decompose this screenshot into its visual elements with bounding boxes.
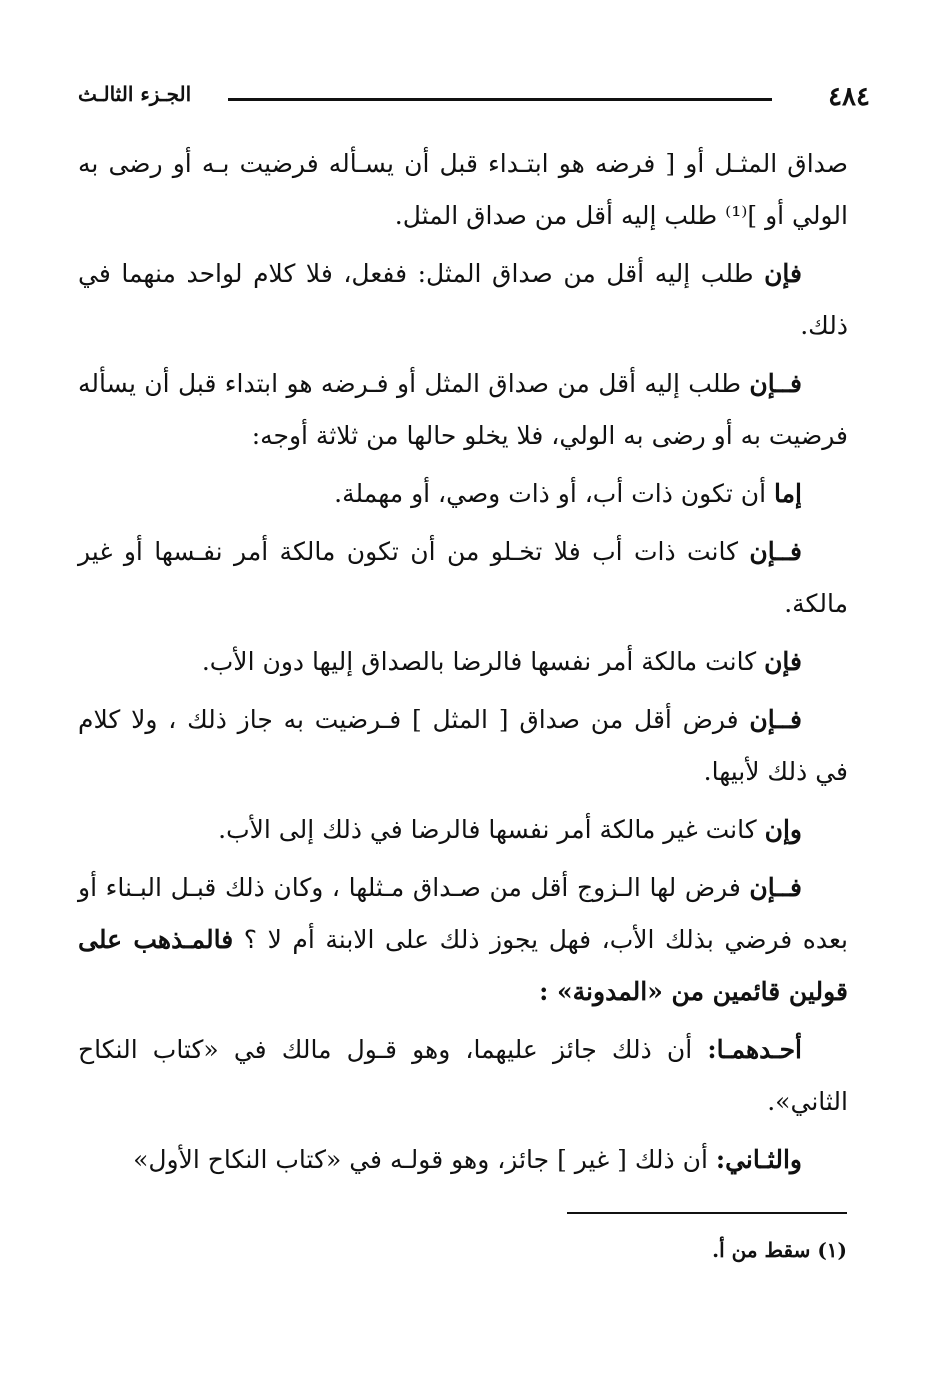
paragraph [78, 468, 848, 520]
paragraph-text: أن ذلك [ غير ] جائز، وهو قولـه في «كتاب النكاح الأول» [133, 1145, 716, 1174]
paragraph-lead: فإن [764, 259, 802, 288]
paragraph [78, 1024, 848, 1128]
paragraph-lead: وإن [764, 815, 802, 844]
header-rule [228, 98, 772, 101]
paragraph-lead: أحـدهمـا: [707, 1035, 802, 1064]
page-header [78, 78, 870, 118]
footnote: (١) سقط من أ. [712, 1238, 847, 1262]
paragraph-text: أن ذلك جائز عليهما، وهو قـول مالك في «كتاب النكاح الثاني». [78, 1035, 848, 1116]
paragraph [78, 636, 848, 688]
body-text [78, 138, 848, 1192]
paragraph-text: كانت ذات أب فلا تخـلو من أن تكون مالكة أمر نفـسها أو غير مالكة. [78, 537, 848, 618]
paragraph-lead: فإن [764, 647, 802, 676]
paragraph-lead: فــإن [749, 369, 802, 398]
paragraph [78, 862, 848, 1018]
footnote-rule [567, 1212, 847, 1214]
paragraph-text: كانت غير مالكة أمر نفسها فالرضا في ذلك إلى الأب. [218, 815, 765, 844]
paragraph-tail: فالمـذهب على قولين قائمين من «المدونة» : [78, 925, 848, 1006]
paragraph [78, 248, 848, 352]
paragraph [78, 526, 848, 630]
paragraph [78, 358, 848, 462]
paragraph-lead: فــإن [749, 705, 802, 734]
paragraph-lead: فــإن [749, 537, 802, 566]
paragraph [78, 804, 848, 856]
paragraph-text: فرض لها الـزوج أقل من صـداق مـثلها ، وكان ذلك قبـل البـناء أو بعده فرضي بذلك الأب، فهل يجوز ذلك على الابنة أم لا ؟ [78, 873, 848, 954]
paragraph [78, 1134, 848, 1186]
paragraph-text: طلب إليه أقل من صداق المثل أو فـرضه هو ابتداء قبل أن يسأله فرضيت به أو رضى به الولي، فلا يخلو حالها من ثلاثة أوجه: [78, 369, 848, 450]
paragraph [78, 694, 848, 798]
paragraph-text: كانت مالكة أمر نفسها فالرضا بالصداق إليها دون الأب. [201, 647, 765, 676]
paragraph-lead: فــإن [749, 873, 802, 902]
running-title: الجـزء الثالـث [78, 82, 192, 106]
paragraph-lead: إما [774, 479, 802, 508]
paragraph-text: أن تكون ذات أب، أو ذات وصي، أو مهملة. [334, 479, 775, 508]
paragraph-lead: والثـاني: [715, 1145, 802, 1174]
paragraph-text: صداق المثـل أو [ فرضه هو ابتـداء قبل أن يسـأله فرضيت بـه أو رضى به الولي أو ]⁽¹⁾ طلب إليه أقل من صداق المثل. [78, 149, 848, 230]
paragraph [78, 138, 848, 242]
page-number: ٤٨٤ [828, 82, 870, 112]
paragraph-text: طلب إليه أقل من صداق المثل: ففعل، فلا كلام لواحد منهما في ذلك. [78, 259, 848, 340]
paragraph-text: فرض أقل من صداق [ المثل ] فـرضيت به جاز ذلك ، ولا كلام في ذلك لأبيها. [78, 705, 848, 786]
